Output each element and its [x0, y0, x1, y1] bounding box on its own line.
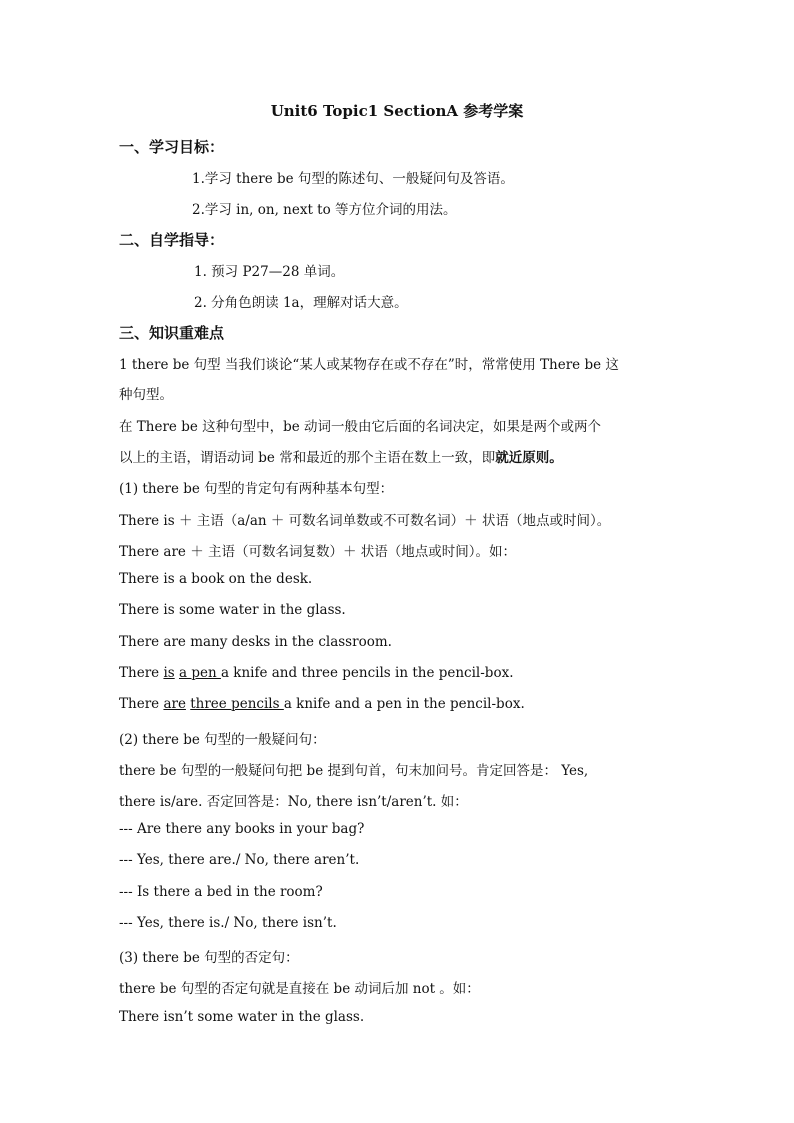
example-text: There — [119, 665, 164, 681]
dialogue-line: --- Yes, there are./ No, there aren’t. — [119, 852, 360, 868]
example-sentence: There is some water in the glass. — [119, 602, 346, 618]
example-sentence — [119, 696, 525, 712]
emphasis-text: 就近原则。 — [495, 450, 563, 466]
guide-item-2: 2. 分角色朗读 1a，理解对话大意。 — [194, 295, 408, 311]
underlined-text: is — [163, 665, 175, 681]
underlined-text: a pen — [178, 665, 221, 681]
document-title: Unit6 Topic1 SectionA 参考学案 — [270, 102, 524, 120]
pattern-line: There is ＋ 主语（a/an ＋ 可数名词单数或不可数名词）＋ 状语（地点或时间）。 — [119, 513, 611, 529]
example-sentence — [119, 665, 513, 681]
example-sentence: There are many desks in the classroom. — [119, 634, 392, 650]
paragraph-line: there be 句型的一般疑问句把 be 提到句首，句末加问号。肯定回答是： Yes, — [119, 763, 589, 779]
section-heading-guide: 二、自学指导： — [119, 231, 225, 249]
subheading-negative: (3) there be 句型的否定句： — [119, 950, 299, 966]
pattern-line: There are ＋ 主语（可数名词复数）＋ 状语（地点或时间）。如： — [119, 544, 517, 560]
section-heading-key-points: 三、知识重难点 — [119, 324, 225, 342]
paragraph-line: 在 There be 这种句型中，be 动词一般由它后面的名词决定，如果是两个或两个 — [119, 419, 602, 435]
dialogue-line: --- Are there any books in your bag? — [119, 821, 365, 837]
paragraph-line: there be 句型的否定句就是直接在 be 动词后加 not 。如： — [119, 981, 480, 997]
paragraph-line: 1 there be 句型 当我们谈论“某人或某物存在或不存在”时，常常使用 There be 这 — [119, 357, 619, 373]
paragraph-line: 种句型。 — [119, 387, 173, 403]
subheading-affirmative: (1) there be 句型的肯定句有两种基本句型： — [119, 481, 394, 497]
dialogue-line: --- Is there a bed in the room? — [119, 884, 323, 900]
underlined-text: are — [163, 696, 186, 712]
section-heading-goals: 一、学习目标： — [119, 138, 225, 156]
dialogue-line: --- Yes, there is./ No, there isn’t. — [119, 915, 337, 931]
paragraph-text: 以上的主语，谓语动词 be 常和最近的那个主语在数上一致，即 — [119, 450, 496, 466]
example-sentence: There is a book on the desk. — [119, 571, 313, 587]
goal-item-2: 2.学习 in, on, next to 等方位介词的用法。 — [192, 202, 457, 218]
example-text: a knife and three pencils in the pencil-box. — [220, 665, 514, 681]
example-sentence: There isn’t some water in the glass. — [119, 1009, 365, 1025]
paragraph-line — [119, 446, 563, 466]
goal-item-1: 1.学习 there be 句型的陈述句、一般疑问句及答语。 — [192, 171, 514, 187]
underlined-text: three pencils — [190, 696, 284, 712]
paragraph-line: there is/are. 否定回答是：No, there isn’t/aren’t. 如： — [119, 794, 468, 810]
example-text: There — [119, 696, 164, 712]
guide-item-1: 1. 预习 P27—28 单词。 — [194, 264, 345, 280]
subheading-question: (2) there be 句型的一般疑问句： — [119, 732, 326, 748]
example-text: a knife and a pen in the pencil-box. — [283, 696, 525, 712]
